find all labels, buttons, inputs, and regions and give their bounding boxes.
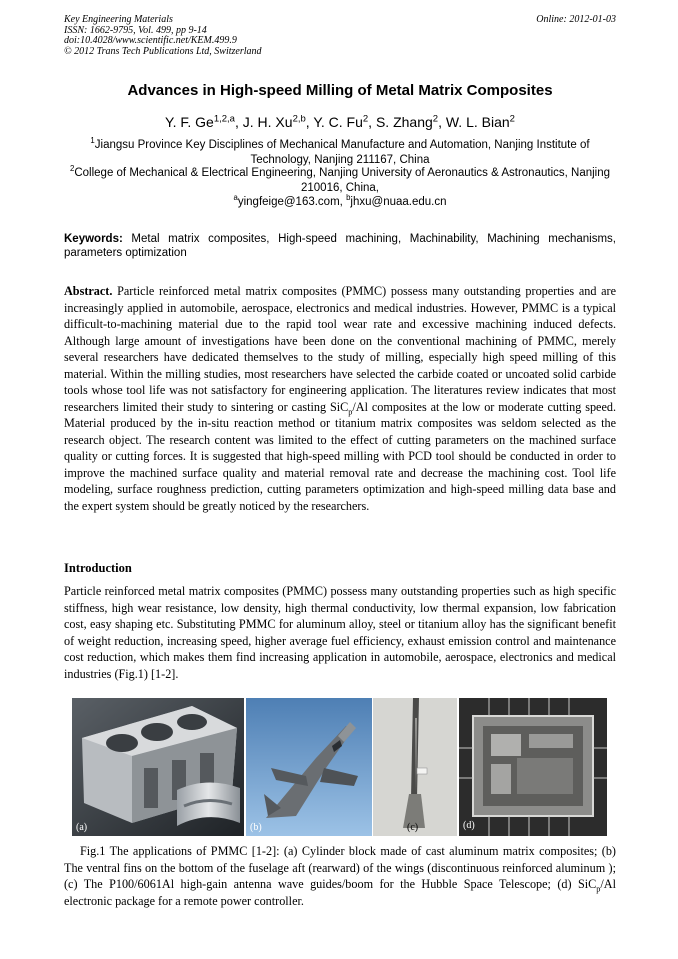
affiliation-1: [64, 138, 616, 167]
author: [376, 114, 446, 130]
online-date: Online: 2012-01-03: [536, 14, 616, 25]
antenna-boom-image: [373, 698, 457, 836]
affiliation-text: Jiangsu Province Key Disciplines of Mechanical Manufacture and Automation, Nanjing Institute of Technology, Nanjing 211167, China: [94, 139, 590, 166]
cylinder-block-image: [72, 698, 244, 836]
affiliation-2: [64, 166, 616, 195]
fighter-jet-image: [246, 698, 372, 836]
paper-title: Advances in High-speed Milling of Metal Matrix Composites: [127, 82, 553, 99]
journal-name: Key Engineering Materials: [64, 14, 173, 25]
author-name: W. L. Bian: [445, 114, 510, 130]
author-list: [64, 114, 616, 130]
email-a[interactable]: yingfeige@163.com,: [237, 196, 347, 208]
author: [165, 114, 243, 130]
figure-panel-d: [459, 698, 607, 836]
keywords-label: Keywords:: [64, 233, 123, 245]
copyright-line: © 2012 Trans Tech Publications Ltd, Switzerland: [64, 45, 262, 57]
abstract-text-cont: /Al composites at the low or moderate cutting speed. Material produced by the in-situ reaction method or titanium matrix composites was seldom selected as the research object. The research content was limited to the effect of cutting parameters on the machined surface quality or cutting forces. It is suggested that high-speed milling with PCD tool should be conducted in order to improve the machined surface quality and material removal rate and decrease the machining cost. Tool life modeling, surface roughness prediction, cutting parameters optimization and high-speed milling data base and the expert system should be greatly noticed by the researchers.: [64, 399, 617, 513]
caption-subscript: p: [596, 884, 601, 894]
author: [313, 114, 376, 130]
figure-panel-b: [246, 698, 372, 836]
electronic-package-image: [459, 698, 607, 836]
abstract-label: Abstract.: [64, 284, 113, 298]
doi-line[interactable]: doi:10.4028/www.scientific.net/KEM.499.9: [64, 35, 237, 46]
author-name: J. H. Xu: [242, 114, 293, 130]
author-sup: 2: [509, 113, 515, 125]
author-sep: ,: [305, 114, 314, 130]
author-sep: ,: [438, 114, 446, 130]
panel-label: (a): [76, 822, 88, 833]
affiliation-text: College of Mechanical & Electrical Engineering, Nanjing University of Aeronautics & Astronautics, Nanjing 210016, China,: [74, 167, 611, 194]
caption-text: Fig.1 The applications of PMMC [1-2]: (a) Cylinder block made of cast aluminum matrix composites; (b) The ventral fins on the bottom of the fuselage aft (rearward) of the wings (discontinuous reinforced aluminum ); (c) The P100/6061Al high-gain antenna wave guides/boom for the Hubble Space Telescope; (d) SiC: [64, 844, 616, 891]
author-sep: ,: [368, 114, 376, 130]
introduction-paragraph: Particle reinforced metal matrix composites (PMMC) possess many outstanding properties such as high specific stiffness, high wear resistance, low density, high thermal conductivity, low thermal expansion, low fabrication cost, easy shaping etc. Substituting PMMC for aluminum alloy, steel or titanium alloy has the significant benefit of weight reduction, increasing speed, higher average fuel efficiency, exhaust emission control and maintenance cost reduction, which makes them find increasing application in automobile, aerospace, electronics and medical industries (Fig.1) [1-2].: [64, 584, 616, 681]
abstract-text: Particle reinforced metal matrix composites (PMMC) possess many outstanding properties and are increasingly applied in automobile, aerospace, electronics and medical industries. However, PMMC is a typical difficult-to-machining material due to the rapid tool wear rate and excessive machining induced defects. Although large amount of investigations have been done on the conventional machining of PMMC, merely several researchers have dedicated themselves to the study of milling, especially high speed milling of this material. Within the milling studies, most researchers have selected the carbide coated or uncoated solid carbide tools whose tool life was not satisfactory for engineering application. The literatures review indicates that most researchers limited their study to sintering or casting SiC: [64, 284, 616, 414]
keywords: [64, 232, 616, 260]
email-b[interactable]: jhxu@nuaa.edu.cn: [350, 196, 447, 208]
author: [243, 114, 314, 130]
journal-header: [64, 15, 616, 57]
email-mark: b: [346, 193, 351, 203]
figure-panel-a: [72, 698, 244, 836]
panel-label: (d): [463, 820, 475, 831]
author-emails: [64, 193, 616, 208]
author-sup: 2: [432, 113, 439, 125]
author-sup: 1,2,a: [213, 113, 235, 125]
author-name: Y. C. Fu: [313, 114, 363, 130]
author-sup: 2,b: [292, 113, 306, 125]
abstract: [64, 283, 616, 514]
author-name: Y. F. Ge: [165, 114, 214, 130]
issn-line: ISSN: 1662-9795, Vol. 499, pp 9-14: [64, 24, 207, 36]
caption-text-cont: /Al electronic package for a remote power controller.: [64, 877, 616, 908]
panel-label: (b): [250, 822, 262, 833]
author-sup: 2: [362, 113, 369, 125]
author-sep: ,: [234, 114, 243, 130]
section-heading-introduction: Introduction: [64, 561, 132, 575]
panel-label: (c): [407, 822, 419, 833]
email-mark: a: [233, 193, 238, 203]
abstract-subscript: p: [348, 406, 353, 416]
affiliation-mark: 1: [90, 136, 95, 146]
author: [446, 114, 515, 130]
figure-caption: [64, 843, 616, 909]
keywords-text: Metal matrix composites, High-speed machining, Machinability, Machining mechanisms, parameters optimization: [64, 233, 616, 259]
figure-panel-c: [373, 698, 457, 836]
author-name: S. Zhang: [375, 114, 433, 130]
affiliation-mark: 2: [69, 164, 75, 174]
